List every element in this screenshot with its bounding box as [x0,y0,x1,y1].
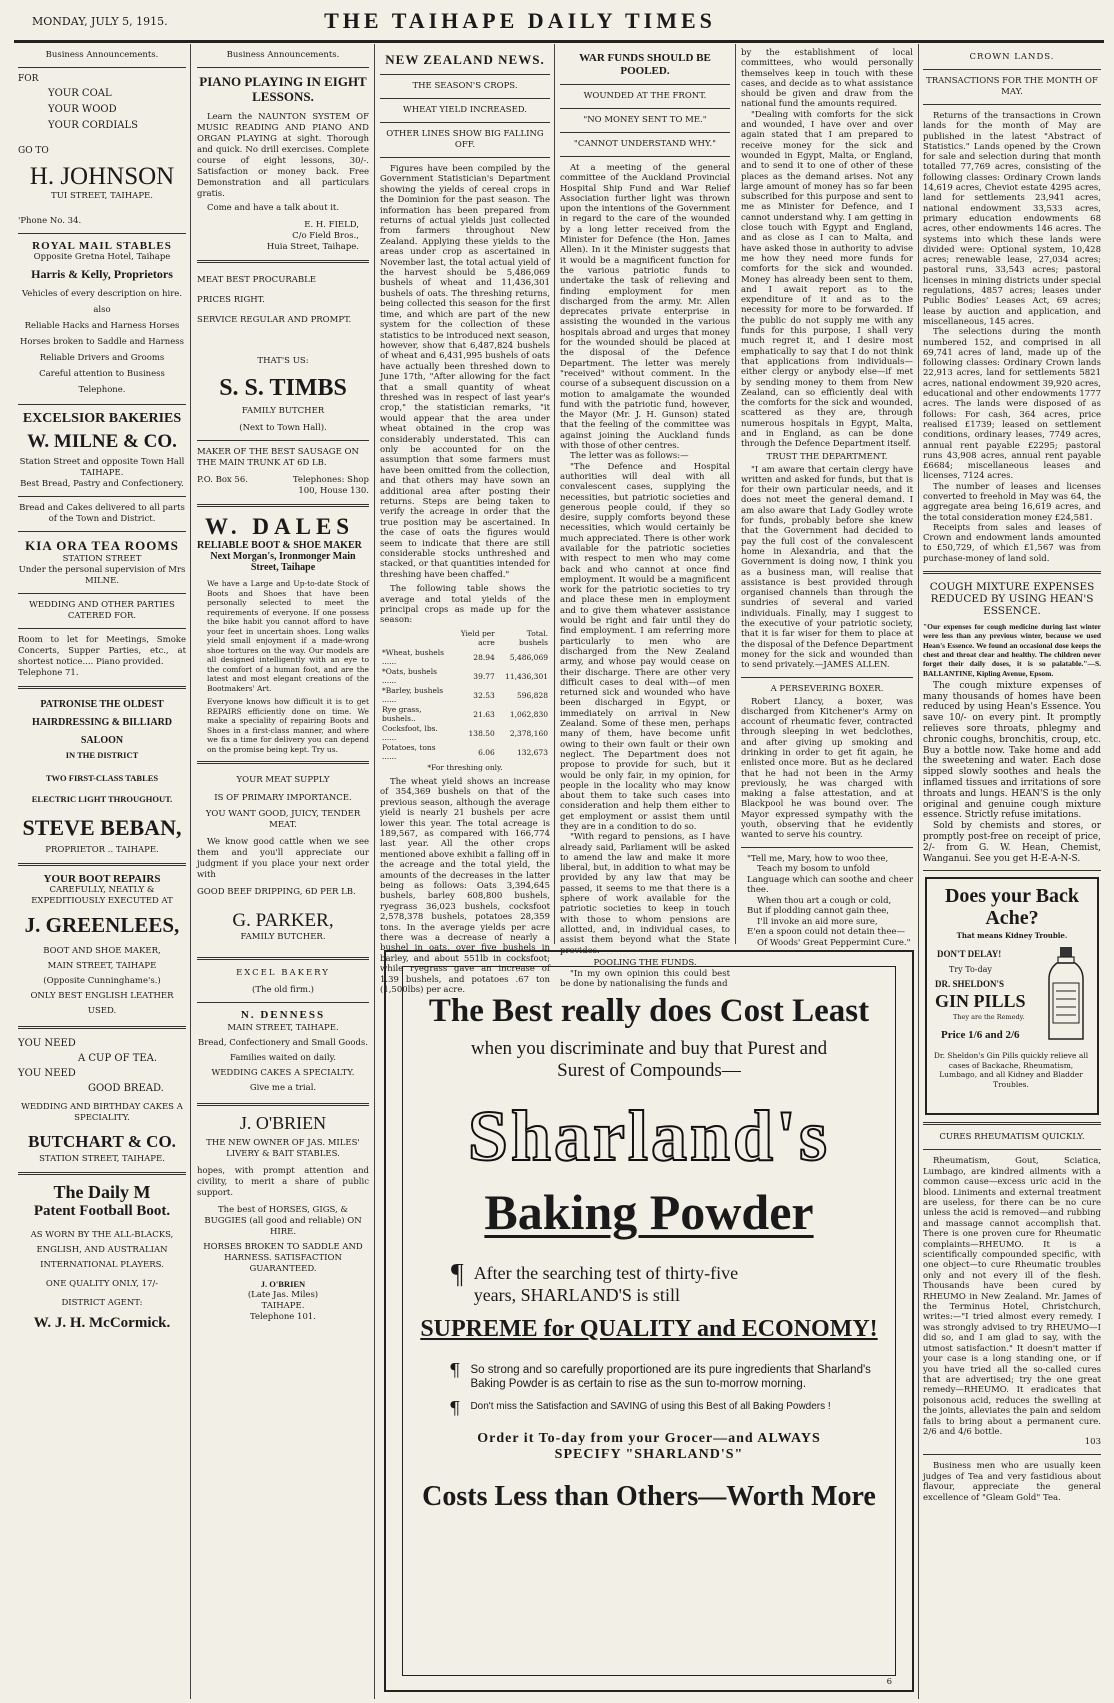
dales-sub: RELIABLE BOOT & SHOE MAKER [197,540,362,551]
excelsior-title: EXCELSIOR BAKERIES [22,411,182,426]
royal-line: also [93,305,111,315]
backache-delay: DON'T DELAY! [937,949,1002,960]
section-heading: Business Announcements. [45,50,159,60]
article-paragraph: "In my own opinion this could best be done by nationalising the funds and [560,968,730,990]
poem-line: I'll invoke an aid more sure, [757,916,878,927]
column-6 [923,48,1101,1698]
sharland-body: Don't miss the Satisfaction and SAVING of using this Best of all Baking Powders ! [470,1401,831,1412]
royal-props: Harris & Kelly, Proprietors [31,267,173,281]
sharland-supreme: SUPREME for QUALITY and ECONOMY! [420,1316,878,1342]
article-title: WAR FUNDS SHOULD BE POOLED. [579,52,711,77]
table-cell [380,629,449,648]
cough-sold: Sold by chemists and stores, or promptly post-free on receipt of price, 2/- from G. W. Hean, Chemist, Wanganui. See you get H-E-A-N-S. [923,821,1101,864]
article-subhead: WHEAT YIELD INCREASED. [402,105,528,115]
timbs-maker: MAKER OF THE BEST SAUSAGE ON THE MAIN TRUNK AT 6D LB. [197,447,359,468]
denness-lines [197,1021,369,1096]
denness-line: WEDDING CAKES A SPECIALTY. [211,1068,355,1078]
pilcrow-icon: ¶ [449,1360,461,1381]
piano-title: PIANO PLAYING IN EIGHT LESSONS. [199,74,367,104]
article-subhead: TRUST THE DEPARTMENT. [766,451,888,462]
tea-line: A CUP OF TEA. [78,1053,158,1064]
saloon-line: ELECTRIC LIGHT THROUGHOUT. [31,794,173,804]
table-cell: 11,436,301 [505,671,548,681]
sharland-headline: The Best really does Cost Least [428,993,870,1029]
table-cell: Potatoes, tons ...... [382,742,436,762]
greenlees-name: J. GREENLEES, [24,913,180,937]
saloon-line: HAIRDRESSING & BILLIARD [31,717,173,728]
article-paragraph: At a meeting of the general committee of the Auckland Provincial Hospital Ship Fund and War Relief Association further light was thrown upon the intentions of the Government in regard to the care of the wounded by a long letter received from the Minister for Defence (the Hon. James Allen). In it the Minister suggests that it would be a magnificent function for the various patriotic funds to undertake the task of relieving and finding employment for men discharged from the army. Mr. Allen deprecates private enterprise in assisting the wounded in the various hospitals abroad and urges that money for the wounded should be placed at the disposal of the Defence Department. The letter was merely "received" without comment. In the course of a subsequent discussion on a motion to amalgamate the wounded fund with the patriotic fund, however, the Mayor (Mr. J. H. Gunson) stated that the feeling of the committee was against joining the Auckland funds with those of other centres. [560,163,730,452]
piano-sign-line: C/o Field Bros., [292,231,359,241]
excel-old: (The old firm.) [252,985,314,995]
coal-for: FOR [18,74,39,84]
table-cell: 28.94 [473,652,495,662]
table-cell: *Wheat, bushels ...... [382,647,444,667]
article-title: CROWN LANDS. [969,52,1055,62]
table-cell: Total. bushels [519,628,548,648]
kiaora-line: WEDDING AND OTHER PARTIES CATERED FOR. [29,600,175,621]
table-row [380,705,550,724]
supply-line: YOUR MEAT SUPPLY [236,775,330,785]
table-cell: 6.06 [478,747,495,757]
piano-sign [197,220,369,253]
article-paragraph: The following table shows the average and total yields of the principal crops as made up for the season: [380,584,550,626]
royal-line: Reliable Hacks and Harness Horses [24,321,180,331]
article-subhead: OTHER LINES SHOW BIG FALLING OFF. [386,129,544,150]
johnson-address: TUI STREET, TAIHAPE. [51,191,153,201]
table-row [380,648,550,667]
obrien-line: THE NEW OWNER OF JAS. MILES' LIVERY & BAIT STABLES. [206,1138,360,1159]
meat-lines [197,270,369,330]
football-lines [18,1228,186,1311]
royal-line: Careful attention to Business [39,369,165,379]
backache-try: Try To-day [949,965,992,975]
piano-sign-line: E. H. FIELD, [304,220,359,230]
meat-line: SERVICE REGULAR AND PROMPT. [197,315,352,325]
sharland-test: After the searching test of thirty-five years, SHARLAND'S is still [473,1263,739,1305]
denness-line: Bread, Confectionery and Small Goods. [198,1038,368,1048]
article-paragraph: The letter was as follows:— [570,451,689,462]
article-subhead: WOUNDED AT THE FRONT. [583,91,707,101]
sharland-bullet [449,1398,875,1419]
table-row [380,743,550,762]
sharland-bullet [451,1259,895,1306]
table-cell: 138.50 [468,728,495,738]
article-paragraph: by the establishment of local committees, who would personally themselves keep in touch with these cases, and decide as to what assistance should be given and draw from the national fund the amounts required. [741,48,913,110]
masthead-rule [14,40,1104,43]
article-paragraph: "The Defence and Hospital authorities will deal with all convalescent cases, supplying the necessities, but patriotic societies and generous people could, if they so desire, supply comforts beyond these necessities, which would certainly be much appreciated. There is other work available for the patriotic societies with respect to men who may come back and who cannot at once find employment. It would be a magnificent work for the patriotic societies to try and place these men in employment and to give them whatever assistance would be right and fair until they do find employment. I am referring more particularly to men who are discharged from the New Zealand army, and whose pay would cease on their discharge. There are other very difficult cases to deal with—of men returned sick and wounded who have been discharged in Egypt, or immediately on arrival in New Zealand. Some of these men, perhaps many of them, have become unfit owing to their own fault or their own neglect. The Department does not propose to provide for such, but it would be only fair, in my opinion, for people in the locality who may know about them to take such cases into consideration and help them either to get employment or assist them until they are in a condition to do so. [560,461,730,832]
piano-text: Learn the NAUNTON SYSTEM OF MUSIC READING AND PIANO AND ORGAN PLAYING at sight. Thorough and quick. No drill exercises. Complete course of eight lessons, 30/-. Satisfaction or money back. Free Demonstration and all particulars gratis. [197,112,369,199]
timbs-tel: Telephones: Shop 100, House 130. [292,475,369,496]
greenlees-line: MAIN STREET, TAIHAPE [47,961,157,971]
gin-bottle-icon [1045,945,1087,1045]
greenlees-line: (Opposite Cunninghame's.) [43,976,161,986]
rheum-num: 103 [1084,1437,1101,1448]
article-paragraph: Robert Llancy, a boxer, was discharged from Kitchener's Army on account of rheumatic fever, contracted through sleeping in wet bedclothes, and after giving up smoking and drinking in order to get fit again, he enlisted once more. But as he declared that he had not been in the Army previously, he was charged with making a false attestation, and at Blackpool he was bound over. The Mayor expressed sympathy with the youth, observing that he evidently wanted to serve his country. [741,696,913,841]
football-line: ONE QUALITY ONLY, 17/- [45,1279,159,1289]
poem-line: When thou art a cough or cold, [757,895,892,906]
backache-text: Dr. Sheldon's Gin Pills quickly relieve all cases of Backache, Rheumatism, Lumbago, and all Kidney and Bladder Troubles. [933,1051,1089,1089]
table-cell: 21.63 [473,709,495,719]
timbs-near: (Next to Town Hall). [239,423,327,433]
table-cell: *Barley, bushels ...... [382,685,444,705]
article-subhead: THE SEASON'S CROPS. [412,81,518,91]
obrien-line: Telephone 101. [250,1312,316,1322]
sharland-product: Baking Powder [484,1184,814,1240]
royal-line: Vehicles of every description on hire. [21,289,183,299]
column-1-ads [18,50,186,1700]
coal-line: YOUR COAL [48,87,112,99]
tea-sub: WEDDING AND BIRTHDAY CAKES A SPECIALITY. [21,1102,183,1123]
article-paragraph: The number of leases and licenses converted to freehold in May was 64, the aggregate area being 16,619 acres, and the total consideration money £24,581. [923,481,1101,523]
mccormick-name: W. J. H. McCormick. [33,1315,171,1331]
table-cell: Rye grass, bushels.. [382,704,422,724]
denness-line: Families waited on daily. [230,1053,336,1063]
article-subhead: TRANSACTIONS FOR THE MONTH OF MAY. [926,76,1098,97]
sharland-bullet [449,1360,875,1391]
kiaora-line: Telephone 71. [18,668,79,678]
timbs-contact [197,475,369,497]
table-cell: 2,378,160 [509,728,548,738]
poem-line: Language which can soothe and cheer thee. [747,874,914,896]
dripping: GOOD BEEF DRIPPING, 6D PER LB. [197,887,356,897]
denness-line: Give me a trial. [249,1083,317,1093]
milne-line: Bread and Cakes delivered to all parts of the Town and District. [19,503,185,524]
coal-line: YOUR WOOD [48,103,117,115]
parker-name: G. PARKER, [232,910,334,931]
tea-text: Business men who are usually keen judges of Tea and very fastidious about flavour, appreciate the general excellence of "Gleam Gold" Tea. [923,1461,1101,1503]
meat-line: PRICES RIGHT. [197,295,265,305]
article-subhead: "NO MONEY SENT TO ME." [583,115,707,125]
greenlees-line: ONLY BEST ENGLISH LEATHER USED. [30,991,174,1016]
butchart-addr: STATION STREET, TAIHAPE. [39,1154,165,1164]
rheum-title: CURES RHEUMATISM QUICKLY. [939,1132,1085,1143]
kiaora-line: Under the personal supervision of Mrs MILNE. [18,565,186,586]
article-paragraph: Returns of the transactions in Crown lands for the month of May are published in the latest "Abstract of Statistics." Lands opened by the Crown for sale and selection during that month totalled 77,769 acres, consisting of the following classes: Ordinary Crown lands 14,619 acres, Cheviot estate 4295 acres, land for settlements 23,941 acres, national endowment 33,533 acres, primary education endowments 68 acres, other endowments 146 acres. The systems into which these lands were divided were: Optional system, 10,428 acres; renewable lease, 27,034 acres; pastoral runs, 33,543 acres; pastoral licenses in mining districts under special regulations, 4857 acres; leases under Public Bodies' Leases Act, 69 acres; lease by auction and application, and miscellaneous, 145 acres. [923,111,1101,327]
backache-means: That means Kidney Trouble. [956,931,1068,941]
daily-mail: The Daily M [53,1182,151,1202]
article-paragraph: "I am aware that certain clergy have written and asked for funds, but that is for their own particular needs, and it does not meet the general demand. I am also aware that Lady Godley wrote for funds, probably before she knew that the Government had decided to pay the full cost of the convalescent home in Alexandria, and that the Government is doing now, I think you as a business man, will realise that assistance is best provided through organised channels than through the sundries of several and varied individuals. Finally, may I suggest to the executive of your patriotic society, that it is far wiser for them to place at the disposal of the Defence Department money for the sick and wounded than to send privately.—JAMES ALLEN. [741,464,913,671]
dales-addr: Next Morgan's, Ironmonger Main Street, Taihape [210,551,356,573]
obrien-line: The best of HORSES, GIGS, & BUGGIES (all good and reliable) ON HIRE. [204,1205,362,1237]
table-row [380,686,550,705]
gin-pills-ad [925,877,1099,1115]
column-3-news [380,48,550,995]
sharland-order: Order it To-day from your Grocer—and ALWAYS SPECIFY "SHARLAND'S" [477,1431,821,1462]
milne-lines [18,457,186,525]
sharland-body: So strong and so carefully proportioned are its pure ingredients that Sharland's Baking Powder is as certain to rise as the sun to-morrow morning. [470,1364,871,1390]
obrien-line: (Late Jas. Miles) [247,1290,319,1300]
coal-line: YOUR CORDIALS [48,119,138,131]
football-line: DISTRICT AGENT: [61,1298,143,1308]
saloon-lines [18,696,186,805]
milne-line: Best Bread, Pastry and Confectionery. [20,479,184,489]
tea-line: YOU NEED [18,1038,76,1049]
greenlees-line: BOOT AND SHOE MAKER, [43,946,161,956]
meat-line: MEAT BEST PROCURABLE [197,275,316,285]
backache-pills: GIN PILLS [935,991,1026,1012]
sharland-costs: Costs Less than Others—Worth More [422,1481,876,1512]
cough-quote: "Our expenses for cough medicine during last winter were less than any previous winter, because we used Hean's Essence. We found an occasional dose keeps the chest and throat clear and healthy. The children never forget their daily doses, it is so palatable."—S. BALLANTINE, Kipling Avenue, Epsom. [923,622,1101,678]
football-boot: Patent Football Boot. [33,1203,171,1219]
supply-want: YOU WANT GOOD, JUICY, TENDER MEAT. [205,809,361,830]
article-title: NEW ZEALAND NEWS. [385,52,545,67]
sharland-brand: Sharland's [467,1096,831,1176]
butchart-name: BUTCHART & CO. [28,1132,176,1151]
table-cell: 32.53 [473,690,495,700]
cough-text: The cough mixture expenses of many thousands of homes have been reduced by using Hean's Essence. You save 10/- on every pint. It promptly relieves sore throats, phlegmy and chronic coughs, bronchitis, croup, etc. Buy a bottle now. Take home and add the sweetening and water. Each dose sipped slowly soothes and heals the inflamed tissues and irritations of sore throats and lungs. HEAN'S is the only original and genuine cough mixture essence. Strictly refuse imitations. [923,680,1101,821]
table-cell: Cocksfoot, lbs. ...... [382,723,438,743]
piano-talk: Come and have a talk about it. [207,203,340,213]
milne-name: W. MILNE & CO. [27,431,177,452]
supply-text: We know good cattle when we see them and you'll appreciate our judgment if you place your next order with [197,837,369,880]
poem-line: "Tell me, Mary, how to woo thee, [747,853,889,864]
poem [741,854,913,949]
royal-title: ROYAL MAIL STABLES [32,240,172,252]
article-subhead: A PERSEVERING BOXER. [770,683,884,694]
kiaora-line: Room to let for Meetings, Smoke Concerts, Supper Parties, etc., at shortest notice.... Piano provided. [18,635,186,667]
poem-line: E'en a spoon could not detain thee— [747,927,905,938]
poem-line: Teach my bosom to unfold [757,864,871,875]
table-row [380,724,550,743]
sharland-subhead: when you discriminate and buy that Purest and Surest of Compounds— [470,1038,828,1081]
backache-title: Does your Back Ache? [944,885,1080,930]
johnson-name: H. JOHNSON [29,163,175,190]
article-paragraph: "Dealing with comforts for the sick and wounded, I have over and over again stated that I am prepared to receive money for the sick and wounded in Egypt, Malta, or England, and to send it to one of other of these places as the demand arises. Not any large amount of money has so far been subscribed for this purpose and sent to me as Minister for Defence, and I cannot understand why. I am getting in close touch with Egypt and England, and as close as I can to Malta, and have asked those in authority to advise me how they need more funds for comforts for the sick and wounded. Money has already been sent to them, and I await report as to the expenditure of it and as to the necessity for more to be forwarded. If the public do not supply me with any funds for this purpose, I shall very much regret it, and I desire most emphatically to say that I do not think that applications from individuals—either clergy or anybody else—if met by sending money to them from New Zealand, can so efficiently deal with the comforts for the sick and wounded, scattered as they are, through numerous hospitals in Egypt, Malta, and in England, as can be done through the Defence Department itself. [741,109,913,450]
denness-name: N. DENNESS [240,1009,326,1021]
column-2-ads [197,50,369,1700]
dales-text: Everyone knows how difficult it is to get REPAIRS efficiently done on time. We make a speciality of repairing Boots and Shoes in a first-class manner, and where we fix a time for delivery you can depend on the promise being kept. Try us. [207,697,369,754]
table-cell: Yield per acre [460,628,495,648]
sharland-ad [384,950,914,1692]
football-line: AS WORN BY THE ALL-BLACKS, ENGLISH, AND AUSTRALIAN INTERNATIONAL PLAYERS. [30,1230,174,1270]
article-paragraph: Figures have been compiled by the Government Statistician's Department showing the yields of cereal crops in the Dominion for the past season. The information has been prepared from returns of actual yields just collected from farmers throughout New Zealand. Applying these yields to the areas under crop as ascertained in November last, the total actual yield of the harvest should be 5,486,069 bushels of wheat and 11,436,301 bushels of oats. The threshing returns, being collected this season for the first time, and which are part of the new system for the collection of these statistics to be introduced next season, however, show that 6,487,824 bushels of wheat and 6,431,995 bushels of oats have actually been threshed down to June 17th, "After allowing for the fact that a small quantity of wheat threshed was in respect of last year's crop," the statistician remarks, "it would appear that the area under wheat obtained in the crop was considerably understated. This can only be accounted for on the assumption that some farmers must have been omitted from the collection, and that others may have sown an additional area after posting their returns. Steps are being taken to verify the acreage in order that the true position may be ascertained. In the case of oats the figures would seem to indicate that there are still considerable stocks unthreshed and stacked, or that quantities intended for threshing have been chaffed." [380,164,550,580]
saloon-line: TWO FIRST-CLASS TABLES [45,773,159,783]
coal-go: GO TO [18,145,49,156]
supply-lines [197,771,369,807]
tea-lines [18,1036,186,1096]
table-row [380,667,550,686]
backache-price: Price 1/6 and 2/6 [941,1029,1020,1042]
pilcrow-icon: ¶ [451,1259,464,1290]
timbs-name: S. S. TIMBS [219,375,347,401]
coal-lines [18,86,186,134]
table-cell: 5,486,069 [509,652,548,662]
timbs-po: P.O. Box 56. [197,475,248,485]
milne-line: Station Street and opposite Town Hall [19,457,185,467]
article-paragraph: The wheat yield shows an increase of 354,369 bushels on that of the previous season, although the average yield is nearly 21 bushels per acre lower this year. The total acreage is 189,567, as compared with 166,774 last year. All the other crops mentioned above exhibit a falling off in the acreage and the total yield, the amounts of the decreases in the latter being as follows: Oats 3,394,645 bushels, barley 608,800 bushels, ryegrass 36,023 bushels, cocksfoot 2,578,378 bushels, potatoes 28,359 tons. In the average yields per acre there was a decrease of nearly a bushel in oats, over five bushels in barley, and about 551lb in cocksfoot; while ryegrass gave an increase of 1.39 bushels, and potatoes .67 ton (1,500lbs) per acre. [380,776,550,995]
royal-line: Telephone. [78,385,126,395]
denness-line: MAIN STREET, TAIHAPE. [227,1023,339,1033]
tea-line: YOU NEED [18,1068,76,1079]
obrien-line: hopes, with prompt attention and civility, to merit a share of public support. [197,1166,369,1198]
boot-line: YOUR BOOT REPAIRS [43,873,161,885]
table-cell: 132,673 [516,747,548,757]
article-paragraph: The selections during the month numbered 152, and comprised in all 69,741 acres of land, made up of the following classes: Ordinary Crown lands 22,913 acres, land for settlements 5821 acres, national endowment 39,920 acres, educational and other endowments 1777 acres. The lands were disposed of as follows: For cash, 364 acres, price realised £1739; leased on settlement conditions, ordinary leases, 7749 acres, annual rent payable £2295; pastoral runs 43,908 acres, annual rent payable £6684; miscellaneous leases and licenses, 7124 acres. [923,327,1101,482]
article-subhead: POOLING THE FUNDS. [593,957,697,968]
milne-line: TAIHAPE. [80,468,124,478]
page-number: 6 [886,1677,892,1687]
johnson-phone: 'Phone No. 34. [18,216,82,226]
cough-title: COUGH MIXTURE EXPENSES REDUCED BY USING HEAN'S ESSENCE. [929,581,1095,618]
saloon-line: PATRONISE THE OLDEST [40,699,164,710]
beban-name: STEVE BEBAN, [22,815,182,840]
tea-line: GOOD BREAD. [88,1083,164,1094]
article-paragraph: "With regard to pensions, as I have already said, Parliament will be asked to amend the law and make it more liberal, but, in addition to what may be provided by any law that may be passed, it seems to me that there is a sphere of work available for the patriotic societies to keep in touch with those to whom pensions are allotted, and, in individual cases, to assist them beyond what the State provides. [560,832,730,956]
beban-prop: PROPRIETOR .. TAIHAPE. [45,845,159,855]
royal-line: Reliable Drivers and Grooms [39,353,165,363]
section-heading: Business Announcements. [226,50,340,60]
kiaora-lines [18,554,186,679]
supply-line: IS OF PRIMARY IMPORTANCE. [214,793,352,803]
thats-us: THAT'S US: [257,356,309,366]
article-subhead: "CANNOT UNDERSTAND WHY." [573,139,717,149]
pilcrow-icon: ¶ [449,1398,461,1419]
royal-lines [18,286,186,398]
table-cell: 1,062,830 [509,709,548,719]
saloon-line: SALOON [80,735,124,746]
issue-date: MONDAY, JULY 5, 1915. [32,15,168,28]
poem-line: But if plodding cannot gain thee, [747,906,889,917]
rheum-text: Rheumatism, Gout, Sciatica, Lumbago, are kindred ailments with a common cause—excess uric acid in the blood. Liniments and external treatment are useless, for there can be no cure unless the acid is removed—and rubbing and massage cannot accomplish that. There is one proven cure for Rheumatic complaints—RHEUMO. It is a scientifically compounded specific, with one object—to cure Rheumatic troubles only and not every ill of the flesh. Thousands have been cured by RHEUMO in New Zealand. Mr. James of the Terminus Hotel, Christchurch, writes:—"I tried almost every remedy. I was strongly advised to try RHEUMO—I did so, and I am glad to say, with the utmost satisfaction." It doesn't matter if your case is a long standing one, or if you have tried all the so-called cures that are advertised; try the one great remedy—RHEUMO. It eradicates that poisonous acid, reduces the swelling at the joints, alleviates the pain and seldom fails to bring about a permanent cure. 2/6 and 4/6 bottle. [923,1156,1101,1437]
newspaper-title: THE TAIHAPE DAILY TIMES [324,8,716,33]
obrien-line: J. O'BRIEN [260,1279,306,1289]
timbs-sub: FAMILY BUTCHER [241,406,325,416]
table-header [380,629,550,648]
obrien-line: TAIHAPE. [261,1301,305,1311]
excel-title: EXCEL BAKERY [236,968,330,978]
masthead [0,0,1114,40]
saloon-line: IN THE DISTRICT [65,750,139,760]
article-paragraph: Receipts from sales and leases of Crown and endowment lands amounted to £50,729, of which £1,567 was from purchase-money of land sold. [923,522,1101,564]
royal-opp: Opposite Gretna Hotel, Taihape [33,252,171,262]
dales-name: W. DALES [205,514,355,539]
kiaora-title: KIA ORA TEA ROOMS [25,538,179,553]
boot-line: CAREFULLY, NEATLY & EXPEDITIOUSLY EXECUTED AT [31,885,173,906]
table-cell: 39.77 [473,671,495,681]
piano-sign-line: Huia Street, Taihape. [266,242,359,252]
table-note: *For threshing only. [427,762,503,772]
obrien-lines [197,1138,369,1323]
greenlees-lines [18,944,186,1019]
dales-text: We have a Large and Up-to-date Stock of Boots and Shoes that have been personally selected to meet the requirements of everyone. If one possess the bike habit you cannot afford to have your feet in uncertain shoes. Long walks yield small enjoyment if a made-wrong shoe tortures on the way. Our models are all designed intelligently with an eye to the comfort of a human foot, and are the latest and most elegant creations of the Bootmakers' Art. [207,579,369,693]
royal-line: Horses broken to Saddle and Harness [20,337,184,347]
kiaora-line: STATION STREET [62,554,142,564]
column-5-news [741,48,914,948]
parker-sub: FAMILY BUTCHER. [240,932,326,942]
table-cell: *Oats, bushels ...... [382,666,437,686]
table-cell: 596,828 [516,690,548,700]
crop-table [380,629,550,762]
backache-dr: DR. SHELDON'S [935,979,1005,990]
poem-line: Of Woods' Great Peppermint Cure." [757,937,911,948]
obrien-name: J. O'BRIEN [239,1113,327,1133]
column-4-news [560,48,730,990]
obrien-line: HORSES BROKEN TO SADDLE AND HARNESS. SATISFACTION GUARANTEED. [203,1242,363,1274]
backache-remedy: They are the Remedy. [953,1013,1025,1022]
